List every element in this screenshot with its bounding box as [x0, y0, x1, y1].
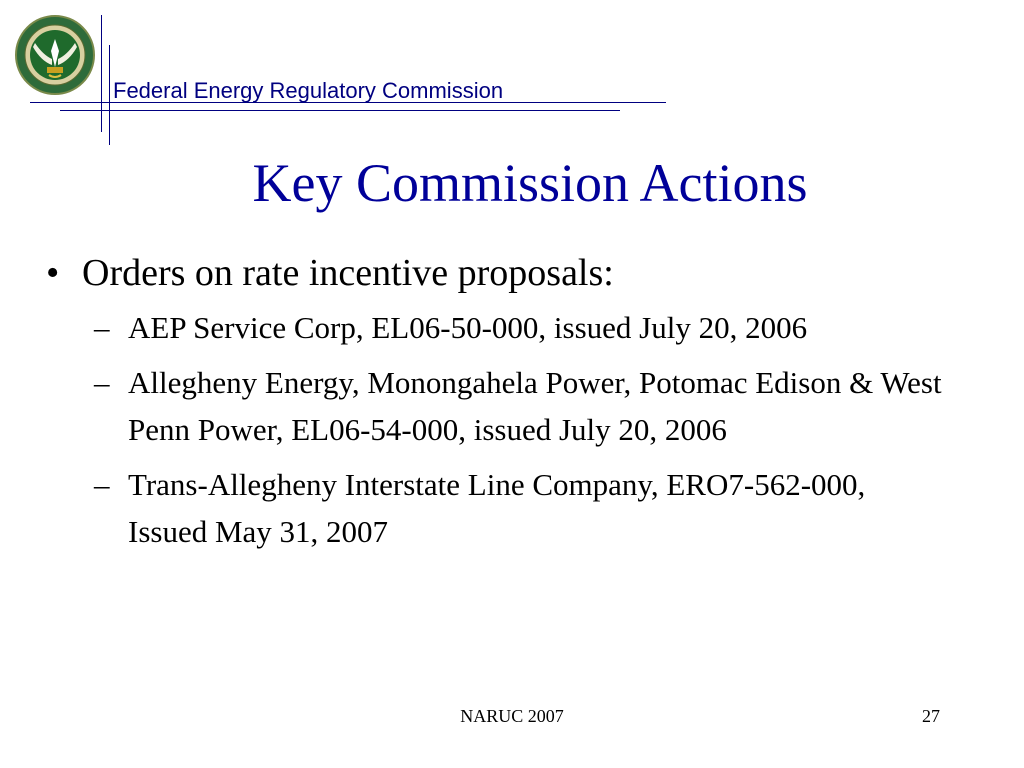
sub-bullet-item	[94, 359, 960, 453]
sub-bullet-list	[94, 304, 960, 555]
page-number: 27	[922, 706, 940, 726]
slide-body	[40, 248, 960, 563]
dash-icon: –	[94, 467, 110, 502]
sub-bullet-item	[94, 304, 960, 351]
sub-bullet-text: Allegheny Energy, Monongahela Power, Potomac Edison & West Penn Power, EL06-54-000, issued July 20, 2006	[128, 365, 942, 447]
footer-event: NARUC 2007	[460, 706, 564, 726]
header-rule-vertical-right	[109, 45, 110, 145]
bullet-dot-icon: •	[46, 252, 60, 294]
sub-bullet-text: Trans-Allegheny Interstate Line Company, ERO7-562-000, Issued May 31, 2007	[128, 467, 866, 549]
agency-name: Federal Energy Regulatory Commission	[113, 78, 504, 103]
ferc-seal-icon	[15, 15, 95, 95]
bullet-text: Orders on rate incentive proposals:	[82, 252, 614, 294]
slide-title: Key Commission Actions	[252, 153, 808, 213]
bullet-item	[40, 248, 960, 298]
header-rule-bottom	[60, 110, 620, 111]
sub-bullet-item	[94, 461, 960, 555]
header-rule-vertical-left	[101, 15, 102, 132]
dash-icon: –	[94, 310, 110, 345]
sub-bullet-text: AEP Service Corp, EL06-50-000, issued July 20, 2006	[128, 310, 808, 345]
dash-icon: –	[94, 365, 110, 400]
